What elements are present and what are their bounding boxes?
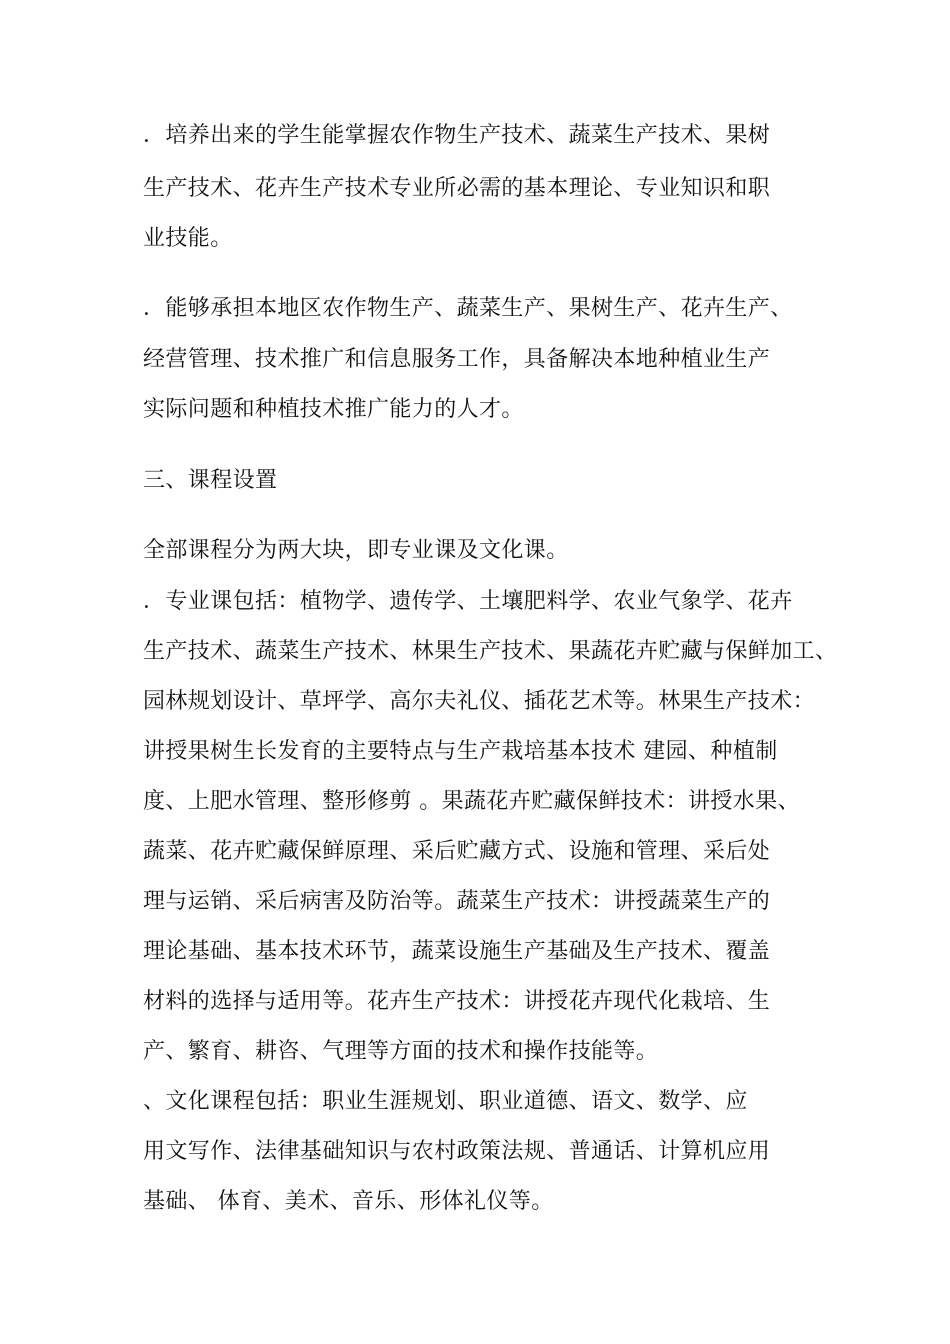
paragraph-5-line-2: 用文写作、法律基础知识与农村政策法规、普通话、计算机应用 xyxy=(143,1139,771,1164)
paragraph-4-line-10: 产、繁育、耕咨、气理等方面的技术和操作技能等。 xyxy=(143,1039,659,1064)
paragraph-4-line-5: 度、上肥水管理、整形修剪 。果蔬花卉贮藏保鲜技术：讲授水果、 xyxy=(143,789,800,814)
paragraph-4-line-1: ．专业课包括：植物学、遗传学、土壤肥料学、农业气象学、花卉 xyxy=(143,589,793,614)
paragraph-4-line-4: 讲授果树生长发育的主要特点与生产栽培基本技术 建园、种植制 xyxy=(143,739,778,764)
paragraph-1-line-1: ．培养出来的学生能掌握农作物生产技术、蔬菜生产技术、果树 xyxy=(143,123,771,148)
section-heading: 三、课程设置 xyxy=(143,468,278,493)
paragraph-4-line-3: 园林规划设计、草坪学、高尔夫礼仪、插花艺术等。林果生产技术： xyxy=(143,689,816,714)
paragraph-4-line-7: 理与运销、采后病害及防治等。蔬菜生产技术：讲授蔬菜生产的 xyxy=(143,889,771,914)
paragraph-1-line-3: 业技能。 xyxy=(143,226,233,251)
paragraph-4-line-9: 材料的选择与适用等。花卉生产技术：讲授花卉现代化栽培、生 xyxy=(143,989,771,1014)
paragraph-1-line-2: 生产技术、花卉生产技术专业所必需的基本理论、专业知识和职 xyxy=(143,176,771,201)
paragraph-4-line-8: 理论基础、基本技术环节，蔬菜设施生产基础及生产技术、覆盖 xyxy=(143,939,771,964)
paragraph-2-line-2: 经营管理、技术推广和信息服务工作，具备解决本地种植业生产 xyxy=(143,347,771,372)
paragraph-2-line-1: ．能够承担本地区农作物生产、蔬菜生产、果树生产、花卉生产、 xyxy=(143,296,793,321)
paragraph-4-line-2: 生产技术、蔬菜生产技术、林果生产技术、果蔬花卉贮藏与保鲜加工、 xyxy=(143,639,838,664)
paragraph-5-line-1: 、文化课程包括：职业生涯规划、职业道德、语文、数学、应 xyxy=(143,1089,748,1114)
paragraph-2-line-3: 实际问题和种植技术推广能力的人才。 xyxy=(143,397,524,422)
paragraph-3-line-1: 全部课程分为两大块，即专业课及文化课。 xyxy=(143,538,569,563)
paragraph-5-line-3: 基础、 体育、美术、音乐、形体礼仪等。 xyxy=(143,1189,554,1214)
paragraph-4-line-6: 蔬菜、花卉贮藏保鲜原理、采后贮藏方式、设施和管理、采后处 xyxy=(143,839,771,864)
